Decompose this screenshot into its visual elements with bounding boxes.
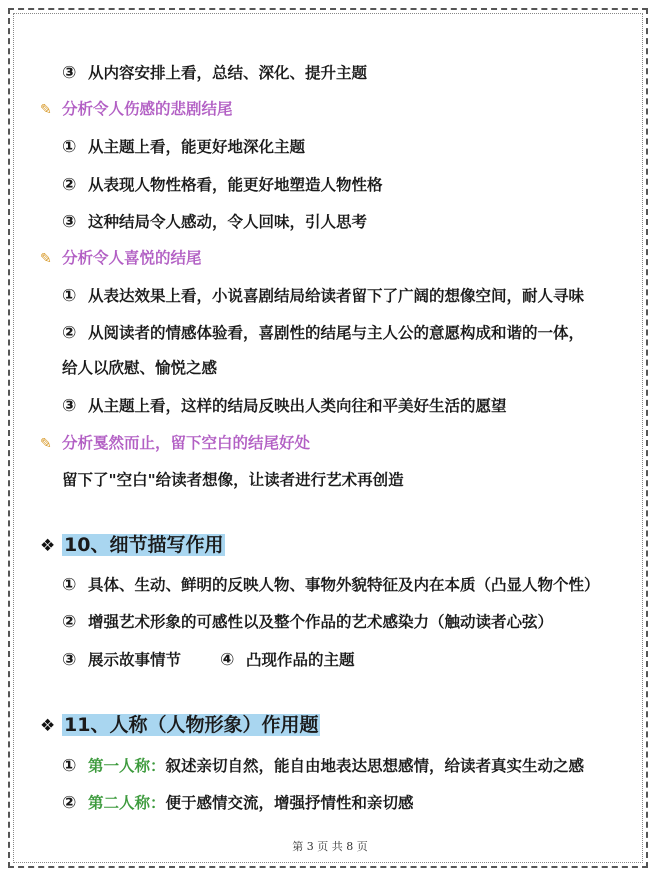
- diamond-bullet-icon: ❖: [40, 716, 56, 736]
- page-footer: 第 3 页 共 8 页: [292, 840, 368, 853]
- item-text: 便于感情交流，增强抒情性和亲切感: [165, 794, 414, 812]
- item-text: 从主题上看，这样的结局反映出人类向往和平美好生活的愿望: [88, 397, 507, 415]
- item-text: 凸现作品的主题: [246, 651, 355, 669]
- item-number: ②: [62, 793, 77, 813]
- item-text: 从内容安排上看，总结、深化、提升主题: [88, 64, 368, 82]
- list-item: [62, 211, 367, 233]
- item-text: 具体、生动、鲜明的反映人物、事物外貌特征及内在本质（凸显人物个性）: [88, 576, 600, 594]
- section-title: 11、人称（人物形象）作用题: [64, 714, 319, 736]
- item-number: ④: [220, 650, 235, 670]
- section-heading-10: [40, 530, 225, 561]
- item-text: 从表现人物性格看，能更好地塑造人物性格: [88, 176, 383, 194]
- list-item: [220, 649, 355, 671]
- subheading: [40, 432, 310, 455]
- plain-text: 留下了"空白"给读者想像，让读者进行艺术再创造: [62, 471, 404, 489]
- list-item: [62, 62, 367, 84]
- item-label: 第一人称：: [88, 757, 166, 775]
- subheading-text: 分析戛然而止，留下空白的结尾好处: [62, 434, 311, 452]
- item-label: 第二人称：: [88, 794, 166, 812]
- pencil-icon: ✎: [40, 102, 52, 118]
- list-item: [62, 755, 584, 777]
- list-item: [62, 649, 181, 671]
- list-item: [62, 136, 305, 158]
- item-number: ①: [62, 286, 77, 306]
- pencil-icon: ✎: [40, 436, 52, 452]
- item-number: ③: [62, 212, 77, 232]
- subheading-text: 分析令人喜悦的结尾: [62, 249, 202, 267]
- list-item: [62, 574, 600, 596]
- item-number: ①: [62, 575, 77, 595]
- section-heading-11: [40, 710, 320, 741]
- list-item: [62, 285, 584, 307]
- item-text: 从主题上看，能更好地深化主题: [88, 138, 306, 156]
- item-text: 增强艺术形象的可感性以及整个作品的艺术感染力（触动读者心弦）: [88, 613, 554, 631]
- list-item: [62, 174, 383, 196]
- item-text: 展示故事情节: [88, 651, 182, 669]
- item-number: ②: [62, 323, 77, 343]
- item-number: ①: [62, 137, 77, 157]
- subheading: [40, 98, 233, 121]
- list-item: [62, 611, 553, 633]
- item-text: 叙述亲切自然，能自由地表达思想感情，给读者真实生动之感: [165, 757, 585, 775]
- item-number: ③: [62, 63, 77, 83]
- item-text: 从阅读者的情感体验看，喜剧性的结尾与主人公的意愿构成和谐的一体，: [88, 324, 585, 342]
- list-item: [62, 792, 414, 814]
- subheading: [40, 247, 202, 270]
- pencil-icon: ✎: [40, 251, 52, 267]
- diamond-bullet-icon: ❖: [40, 536, 56, 556]
- list-item: [62, 322, 584, 344]
- item-number: ②: [62, 612, 77, 632]
- item-number: ③: [62, 396, 77, 416]
- item-number: ②: [62, 175, 77, 195]
- list-item-continuation: 给人以欣慰、愉悦之感: [62, 359, 218, 377]
- item-text: 从表达效果上看，小说喜剧结局给读者留下了广阔的想像空间，耐人寻味: [88, 287, 585, 305]
- item-text: 这种结局令人感动，令人回味，引人思考: [88, 213, 368, 231]
- item-number: ③: [62, 650, 77, 670]
- section-title: 10、细节描写作用: [64, 534, 224, 556]
- list-item: [62, 395, 507, 417]
- item-number: ①: [62, 756, 77, 776]
- subheading-text: 分析令人伤感的悲剧结尾: [62, 100, 233, 118]
